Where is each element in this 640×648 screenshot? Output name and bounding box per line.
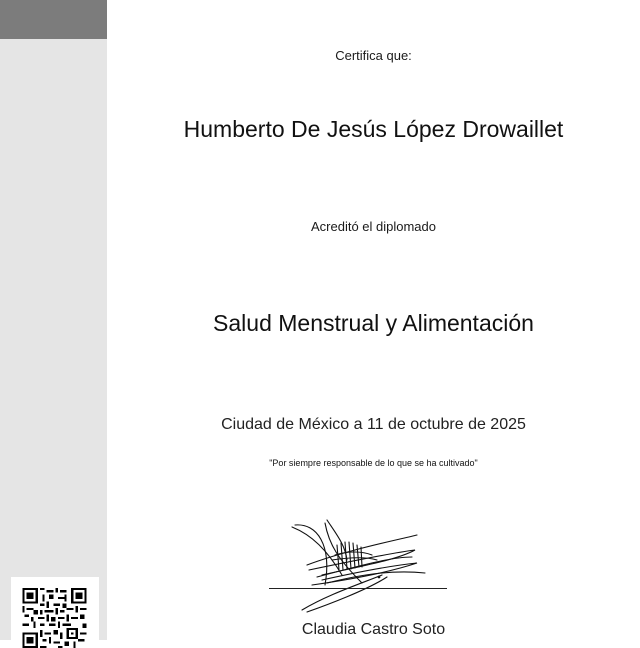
recipient-name: Humberto De Jesús López Drowaillet: [183, 116, 564, 142]
sidebar-header-block: [0, 0, 107, 39]
signature-icon: [267, 515, 457, 615]
signature-line: [269, 588, 447, 589]
certificate-body: [107, 0, 640, 640]
course-title: Salud Menstrual y Alimentación: [213, 310, 534, 336]
certifies-label: Certifica que:: [335, 48, 412, 63]
qr-code-icon: [22, 588, 87, 648]
signer-name: Claudia Castro Soto: [301, 621, 446, 638]
accreditation-label: Acreditó el diplomado: [310, 219, 437, 234]
place-and-date: Ciudad de México a 11 de octubre de 2025: [221, 416, 526, 433]
motto-quote: "Por siempre responsable de lo que se ha cultivado": [269, 458, 478, 468]
sidebar-panel: [0, 0, 107, 640]
qr-card: [11, 577, 99, 647]
